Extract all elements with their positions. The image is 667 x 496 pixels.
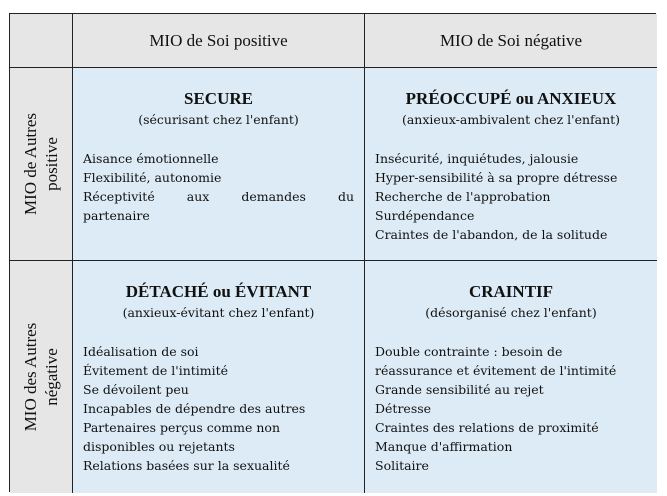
quadrant-dismissing (73, 261, 365, 493)
trait-list (83, 342, 354, 475)
trait-item: disponibles ou rejetants (83, 439, 235, 454)
row-header-others-positive (10, 68, 73, 261)
quadrant-subtitle: (sécurisant chez l'enfant) (138, 112, 299, 127)
quadrant-subtitle: (désorganisé chez l'enfant) (425, 305, 597, 320)
trait-item: Partenaires perçus comme non (83, 420, 281, 435)
trait-item: Détresse (375, 401, 432, 416)
quadrant-title: DÉTACHÉ ou ÉVITANT (125, 282, 312, 301)
trait-item: partenaire (83, 208, 150, 223)
attachment-styles-table (9, 13, 656, 492)
column-header-label: MIO de Soi négative (439, 30, 583, 50)
trait-item: Solitaire (375, 458, 429, 473)
trait-item: Recherche de l'approbation (375, 189, 551, 204)
row-header-line: MIO de Autres (21, 113, 40, 215)
trait-list (83, 149, 354, 225)
column-header-label: MIO de Soi positive (149, 30, 288, 50)
trait-item: Surdépendance (375, 208, 475, 223)
trait-item: Incapables de dépendre des autres (83, 401, 306, 416)
row-header-line: positive (42, 137, 61, 191)
quadrant-fearful (365, 261, 657, 493)
corner-cell (10, 14, 73, 68)
quadrant-secure (73, 68, 365, 261)
column-header-self-positive (73, 14, 365, 68)
row-header-label (20, 113, 62, 215)
trait-item: réassurance et évitement de l'intimité (375, 363, 617, 378)
trait-item: Évitement de l'intimité (83, 363, 229, 378)
quadrant-subtitle: (anxieux-évitant chez l'enfant) (122, 305, 315, 320)
quadrant-subtitle: (anxieux-ambivalent chez l'enfant) (401, 112, 621, 127)
trait-item: Double contrainte : besoin de (375, 344, 563, 359)
trait-item: Manque d'affirmation (375, 439, 513, 454)
trait-item: Insécurité, inquiétudes, jalousie (375, 151, 579, 166)
trait-item: Grande sensibilité au rejet (375, 382, 544, 397)
trait-list (375, 342, 647, 475)
trait-item: Craintes de l'abandon, de la solitude (375, 227, 608, 242)
column-header-self-negative (365, 14, 657, 68)
row-header-line: MIO des Autres (21, 322, 40, 432)
trait-list (375, 149, 647, 244)
quadrant-title: SECURE (184, 89, 253, 108)
quadrant-title: PRÉOCCUPÉ ou ANXIEUX (405, 89, 617, 108)
trait-item: Relations basées sur la sexualité (83, 458, 290, 473)
quadrant-title: CRAINTIF (468, 282, 554, 301)
trait-item: Flexibilité, autonomie (83, 170, 222, 185)
trait-item: Aisance émotionnelle (83, 151, 219, 166)
trait-item: Se dévoilent peu (83, 382, 189, 397)
row-header-others-negative (10, 261, 73, 493)
trait-item: Craintes des relations de proximité (375, 420, 599, 435)
trait-item: Réceptivité aux demandes du (83, 189, 354, 204)
row-header-label (20, 323, 62, 432)
quadrant-preoccupied (365, 68, 657, 261)
row-header-line: négative (42, 348, 61, 406)
trait-item: Hyper-sensibilité à sa propre détresse (375, 170, 618, 185)
trait-item: Idéalisation de soi (83, 344, 199, 359)
